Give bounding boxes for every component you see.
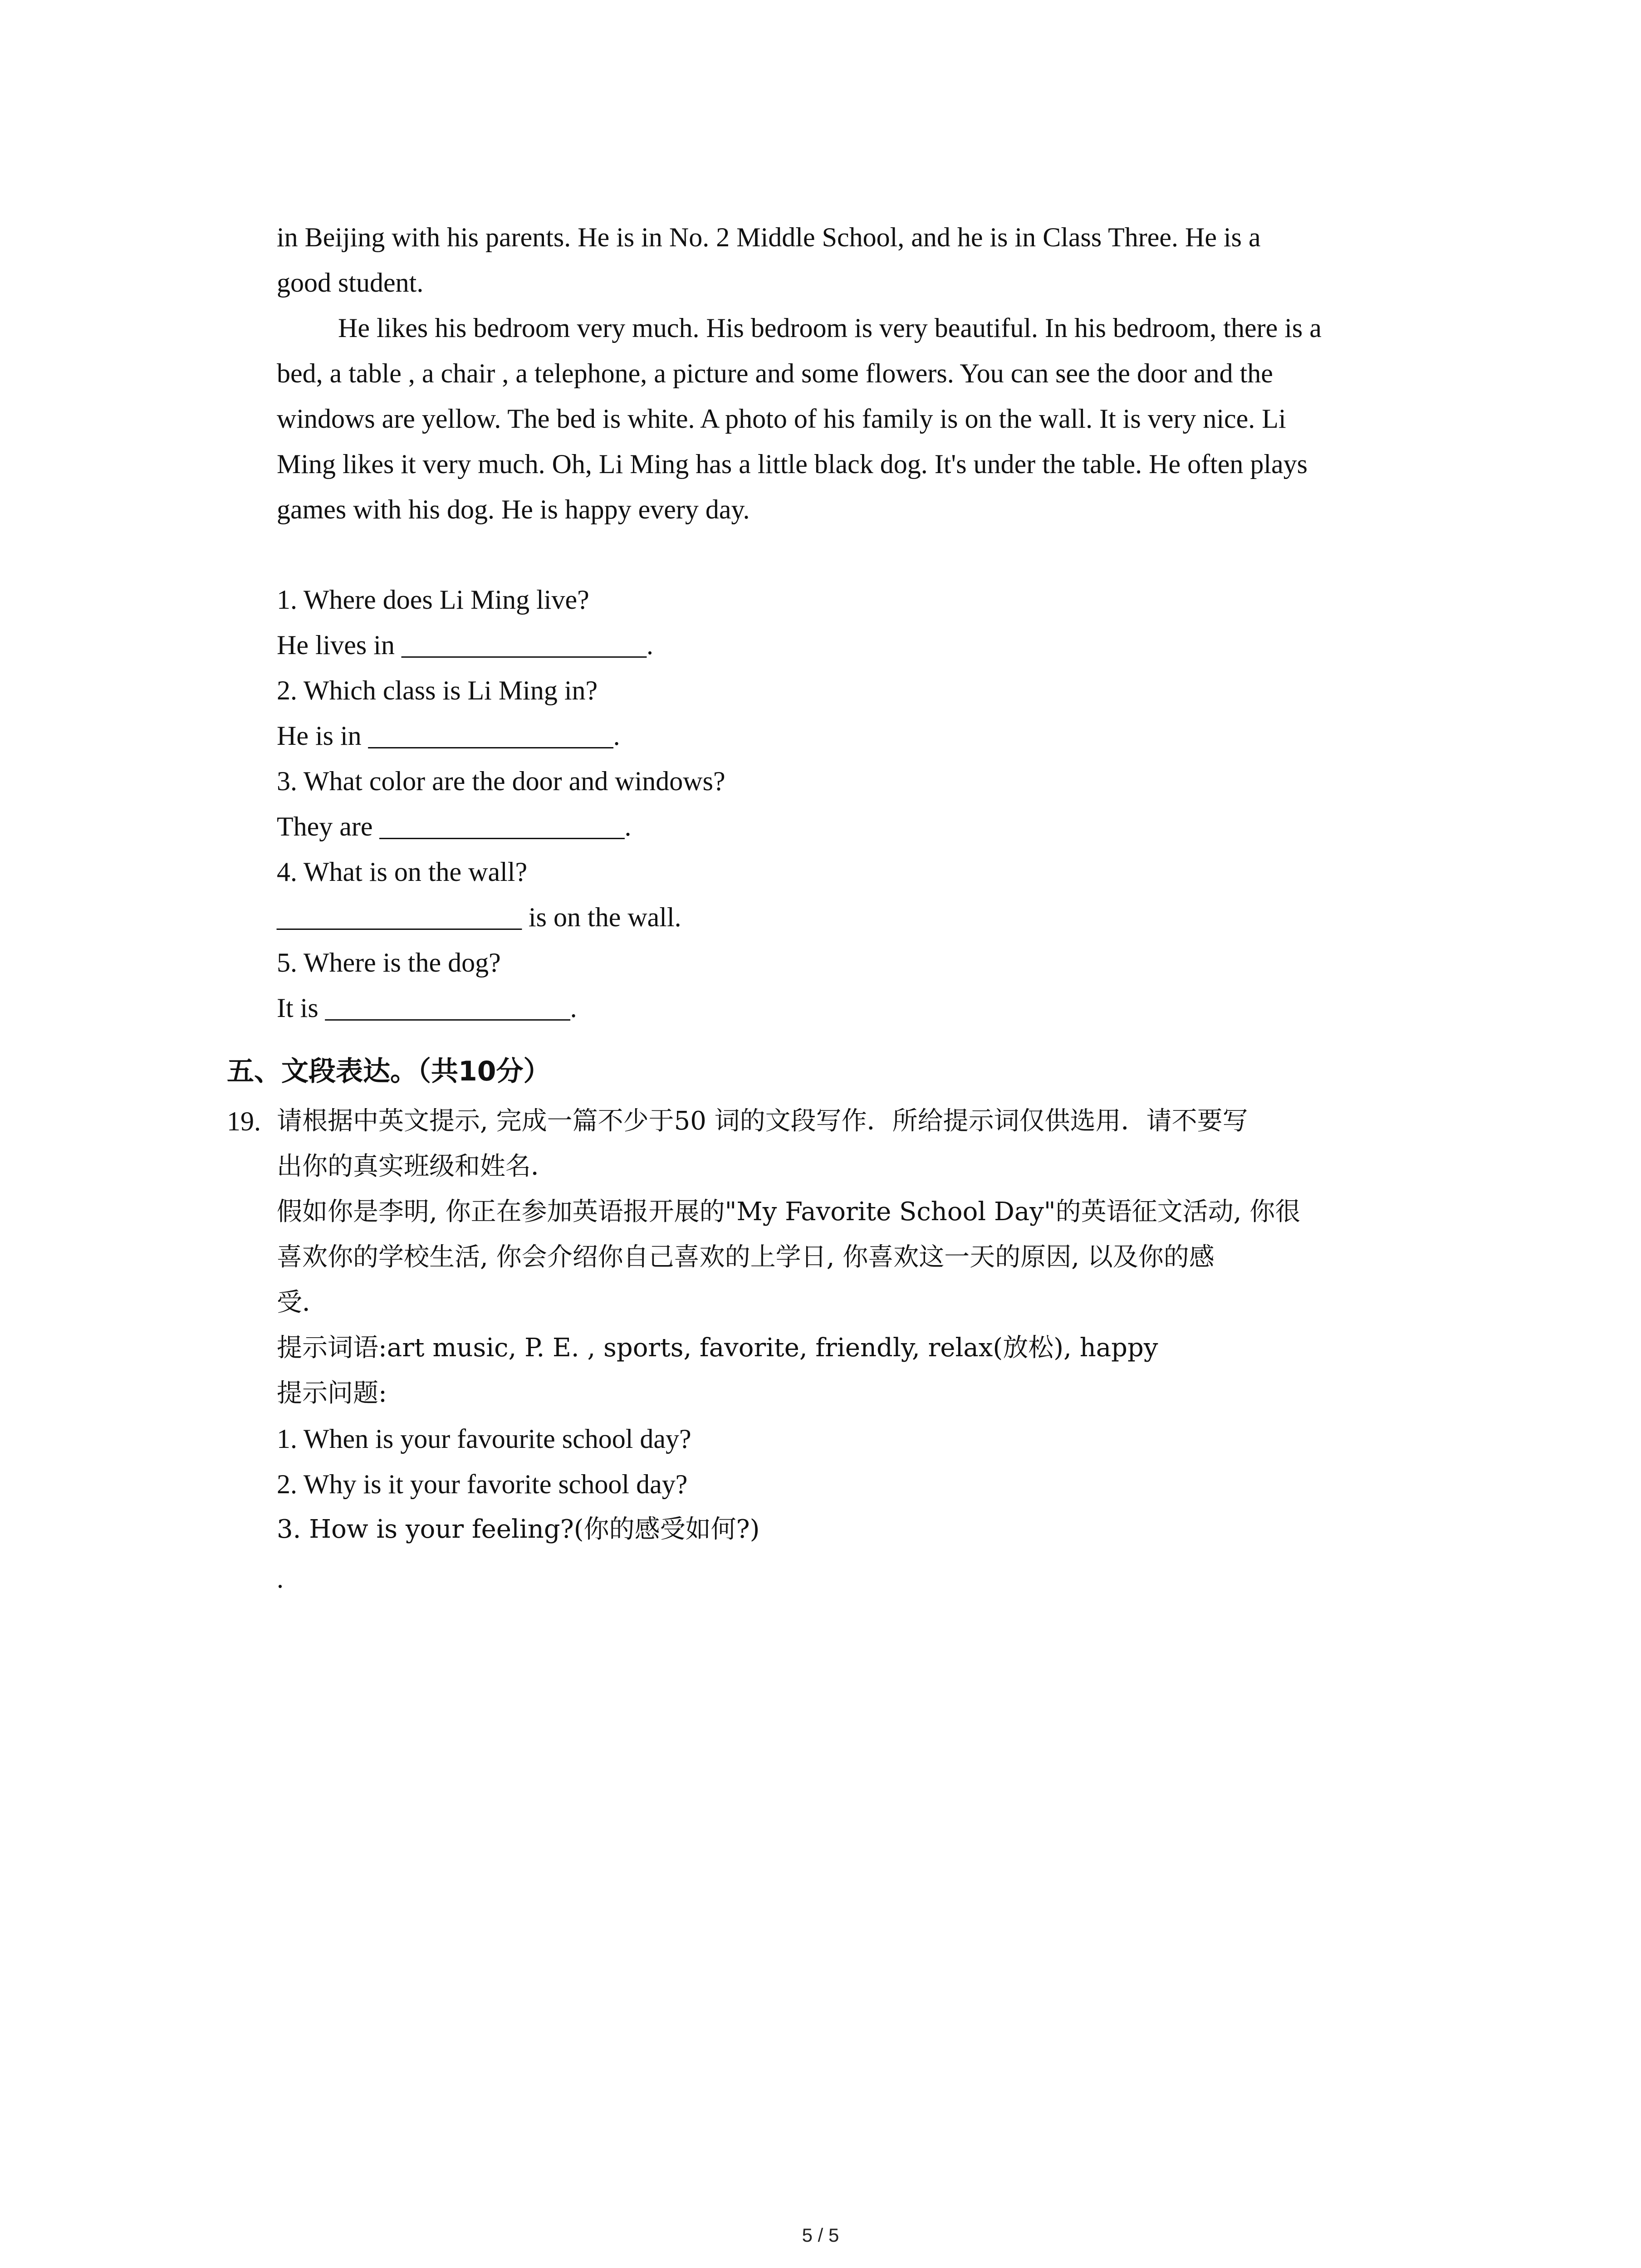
passage-line: games with his dog. He is happy every day. <box>277 494 750 524</box>
answer-blank-line: He is in __________________. <box>277 721 620 751</box>
answer-blank-line: __________________ is on the wall. <box>277 902 681 932</box>
passage-line: windows are yellow. The bed is white. A photo of his family is on the wall. It is very nice. Li <box>277 404 1286 434</box>
passage-line: Ming likes it very much. Oh, Li Ming has a little black dog. It's under the table. He often plays <box>277 449 1308 479</box>
passage-line: bed, a table , a chair , a telephone, a picture and some flowers. You can see the door and the <box>277 358 1273 388</box>
trailing-dot: . <box>277 1564 284 1593</box>
answer-blank-line: It is __________________. <box>277 993 577 1023</box>
hint-question: 2. Why is it your favorite school day? <box>277 1469 688 1499</box>
instruction-line: 请根据中英文提示, 完成一篇不少于50 词的文段写作．所给提示词仅供选用．请不要写 <box>277 1106 1248 1136</box>
question-text: 3. What color are the door and windows? <box>277 766 725 796</box>
scenario-line: 喜欢你的学校生活, 你会介绍你自己喜欢的上学日, 你喜欢这一天的原因, 以及你的感 <box>277 1242 1215 1272</box>
section-heading: 五、文段表达。（共10分） <box>227 1056 551 1087</box>
question-text: 4. What is on the wall? <box>277 857 528 887</box>
passage-line: good student. <box>277 268 424 298</box>
question-text: 5. Where is the dog? <box>277 948 501 978</box>
passage-line: in Beijing with his parents. He is in No. 2 Middle School, and he is in Class Three. He is a <box>277 222 1261 252</box>
hint-question: 1. When is your favourite school day? <box>277 1424 691 1454</box>
hint-question: 3. How is your feeling?(你的感受如何?) <box>277 1515 760 1544</box>
answer-blank-line: He lives in __________________. <box>277 630 653 660</box>
hint-questions-label: 提示问题: <box>277 1378 387 1408</box>
instruction-line: 出你的真实班级和姓名． <box>277 1152 556 1181</box>
hint-words: 提示词语:art music, P. E. , sports, favorite, friendly, relax(放松), happy <box>277 1333 1158 1363</box>
page-number: 5 / 5 <box>802 2224 839 2246</box>
question-number: 19. <box>227 1106 261 1136</box>
answer-blank-line: They are __________________. <box>277 811 632 841</box>
question-text: 2. Which class is Li Ming in? <box>277 675 598 705</box>
scenario-line: 受． <box>277 1288 328 1317</box>
question-text: 1. Where does Li Ming live? <box>277 585 589 615</box>
scenario-line: 假如你是李明, 你正在参加英语报开展的"My Favorite School Day"的英语征文活动, 你很 <box>277 1197 1301 1227</box>
passage-line: He likes his bedroom very much. His bedroom is very beautiful. In his bedroom, there is a <box>338 313 1322 343</box>
